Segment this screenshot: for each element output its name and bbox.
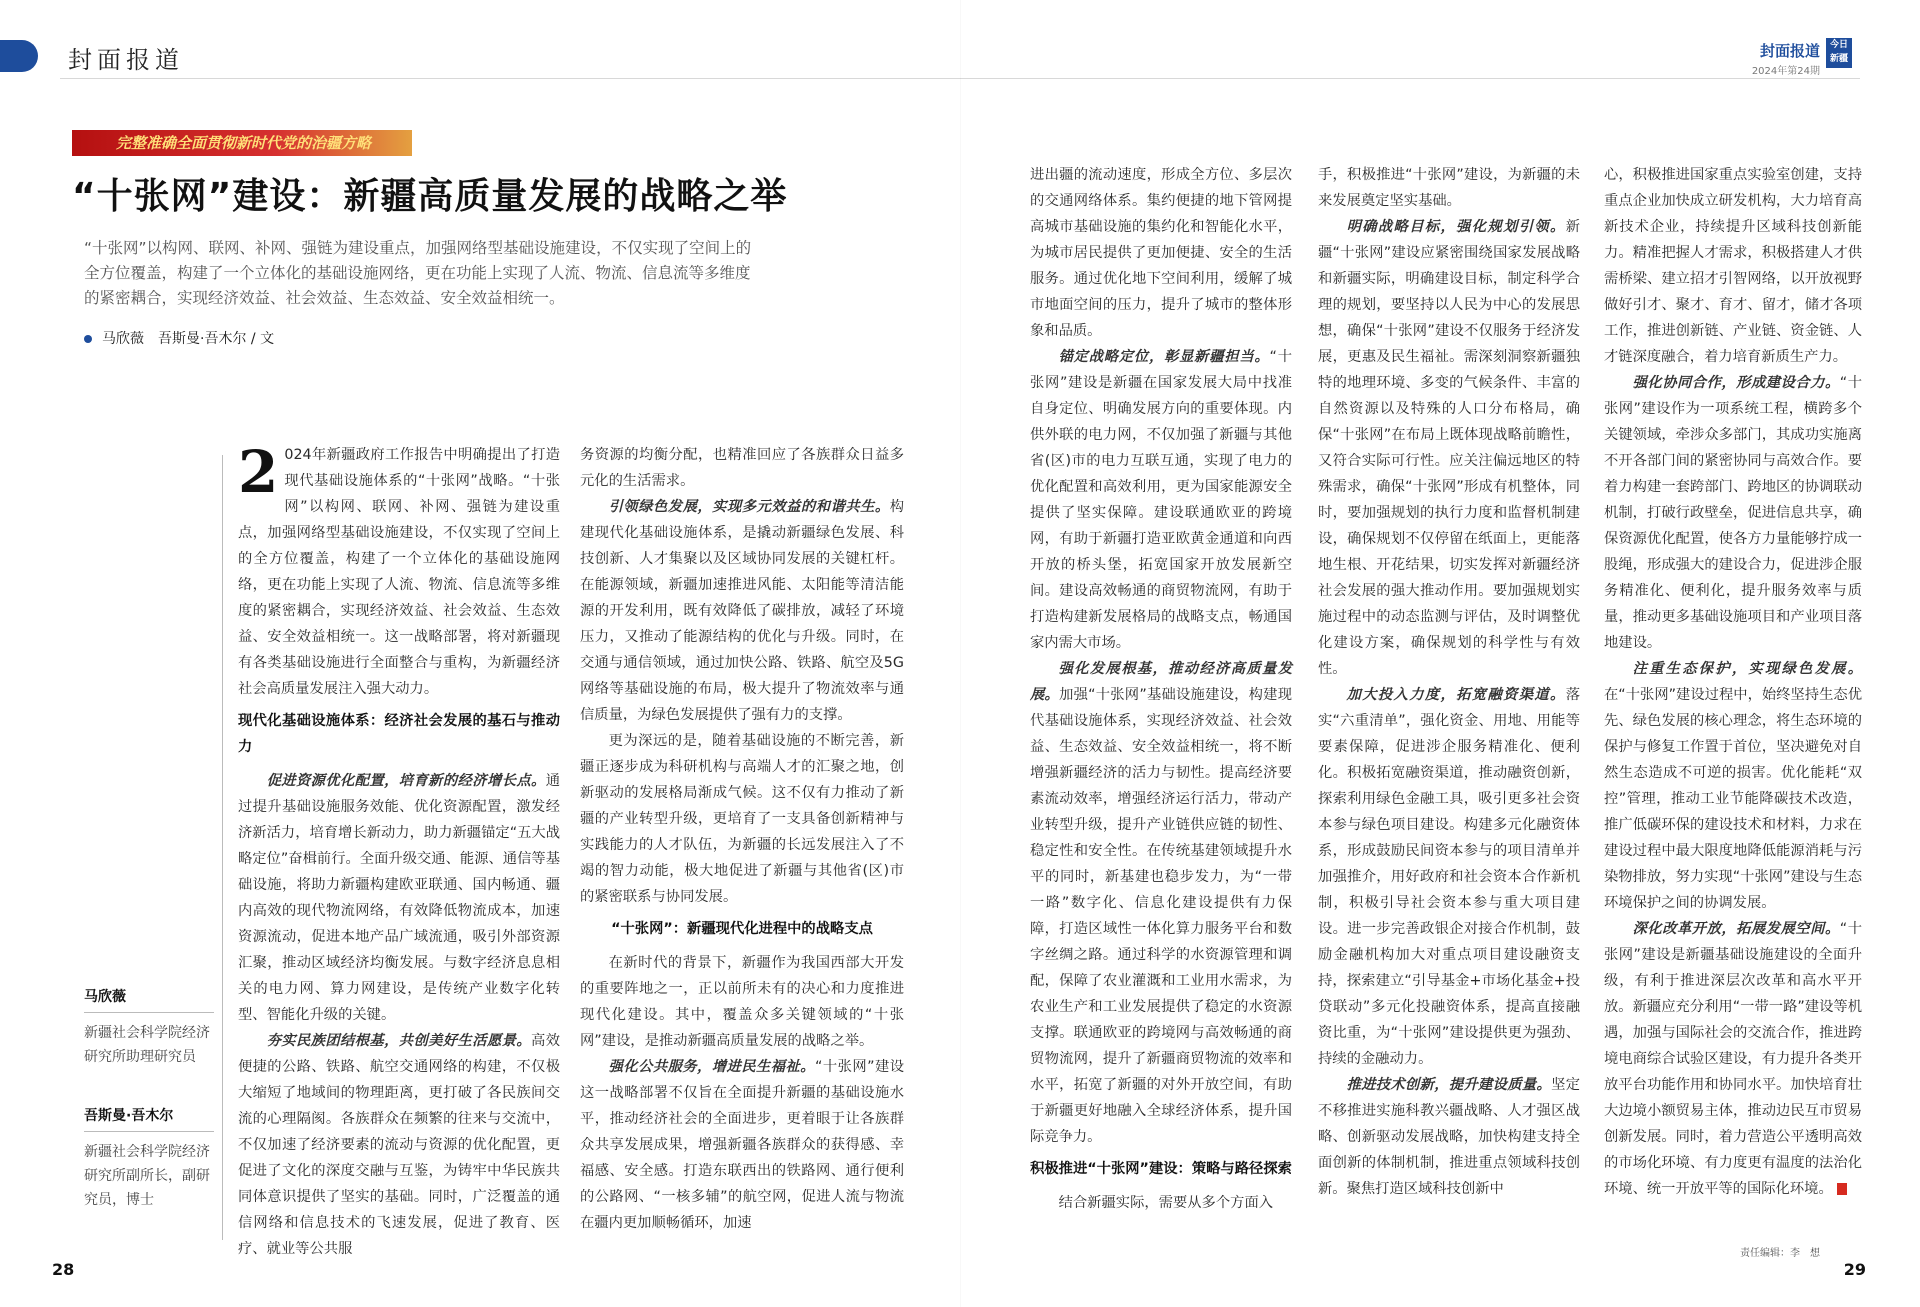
section-tab-marker <box>0 40 38 72</box>
paragraph: 心，积极推进国家重点实验室创建，支持重点企业加快成立研发机构，大力培育高新技术企业，持续提升区域科技创新能力。精准把握人才需求，积极搭建人才供需桥梁、建立招才引智网络，以开放视野做好引才、聚才、育才、留才，储才各项工作，推进创新链、产业链、资金链、人才链深度融合，着力培育新质生产力。 <box>1604 167 1862 365</box>
bio-text: 新疆社会科学院经济研究所助理研究员 <box>84 1025 210 1065</box>
paragraph: 务资源的均衡分配，也精准回应了各族群众日益多元化的生活需求。 <box>580 447 904 489</box>
page-number-right: 29 <box>1843 1260 1866 1279</box>
bio-name: 马欣薇 <box>84 986 214 1013</box>
article-column-3 <box>1030 162 1292 1216</box>
paragraph: 加大投入力度，拓宽融资渠道。落实“六重清单”，强化资金、用地、用能等要素保障，促进涉企服务精准化、便利化。积极拓宽融资渠道，推动融资创新，探索利用绿色金融工具，吸引更多社会资本参与绿色项目建设。构建多元化融资体系，形成鼓励民间资本参与的项目清单并加强推介，用好政府和社会资本合作新机制，积极引导社会资本参与重大项目建设。进一步完善政银企对接合作机制，鼓励金融机构加大对重点项目建设融资支持，探索建立“引导基金+市场化基金+投贷联动”多元化投融资体系，提高直接融资比重，为“十张网”建设提供更为强劲、持续的金融动力。 <box>1318 687 1580 1067</box>
byline <box>84 328 274 348</box>
paragraph: 推进技术创新，提升建设质量。坚定不移推进实施科教兴疆战略、人才强区战略、创新驱动发展战略，加快构建支持全面创新的体制机制，推进重点领域科技创新。聚焦打造区域科技创新中 <box>1318 1077 1581 1197</box>
brand-name: 封面报道 <box>1759 42 1820 60</box>
paragraph: 强化公共服务，增进民生福祉。“十张网”建设这一战略部署不仅旨在全面提升新疆的基础设施水平，推动经济社会的全面进步，更着眼于让各族群众共享发展成果，增强新疆各族群众的获得感、幸福感、安全感。打造东联西出的铁路网、通行便利的公路网、“一核多辅”的航空网，促进人流与物流在疆内更加顺畅循环，加速 <box>580 1059 904 1231</box>
slogan-banner: 完整准确全面贯彻新时代党的治疆方略 <box>72 130 412 156</box>
paragraph: 2 024年新疆政府工作报告中明确提出了打造现代基础设施体系的“十张网”战略。“十张网”以构网、联网、补网、强链为建设重点，加强网络型基础设施建设，不仅实现了空间上的全方位覆盖，构建了一个立体化的基础设施网络，更在功能上实现了人流、物流、信息流等多维度的紧密耦合，实现经济效益、社会效益、生态效益、安全效益相统一。这一战略部署，将对新疆现有各类基础设施进行全面整合与重构，为新疆经济社会高质量发展注入强大动力。 <box>238 438 560 697</box>
page-number-left: 28 <box>52 1260 75 1279</box>
article-column-5 <box>1604 162 1862 1202</box>
paragraph: 手，积极推进“十张网”建设，为新疆的未来发展奠定坚实基础。 <box>1318 167 1580 209</box>
paragraph-lead-phrase: 注重生态保护，实现绿色发展。 <box>1632 661 1862 677</box>
article-headline: “十张网”建设：新疆高质量发展的战略之举 <box>72 176 788 217</box>
paragraph: 更为深远的是，随着基础设施的不断完善，新疆正逐步成为科研机构与高端人才的汇聚之地，创新驱动的发展格局渐成气候。这不仅有力推动了新疆的产业转型升级，更培育了一支具备创新精神与实践能力的人才队伍，为新疆的长远发展注入了不竭的智力动能，极大地促进了新疆与其他省(区)市的紧密联系与协同发展。 <box>580 733 904 905</box>
bullet-dot-icon <box>84 335 92 343</box>
responsible-editor: 责任编辑：李 想 <box>1740 1248 1820 1259</box>
paragraph-lead-phrase: 深化改革开放，拓展发展空间。 <box>1632 921 1840 937</box>
paragraph: 注重生态保护，实现绿色发展。在“十张网”建设过程中，始终坚持生态优先、绿色发展的核心理念，将生态环境的保护与修复工作置于首位，坚决避免对自然生态造成不可逆的损害。优化能耗“双控”管理，推动工业节能降碳技术改造，推广低碳环保的建设技术和材料，力求在建设过程中最大限度地降低能源消耗与污染物排放，努力实现“十张网”建设与生态环境保护之间的协调发展。 <box>1604 661 1862 911</box>
magazine-brand <box>1752 40 1820 77</box>
paragraph: 夯实民族团结根基，共创美好生活愿景。高效便捷的公路、铁路、航空交通网络的构建，不仅极大缩短了地域间的物理距离，更打破了各民族间交流的心理隔阂。各族群众在频繁的往来与交流中，不仅加速了经济要素的流动与资源的优化配置，更促进了文化的深度交融与互鉴，为铸牢中华民族共同体意识提供了坚实的基础。同时，广泛覆盖的通信网络和信息技术的飞速发展，促进了教育、医疗、就业等公共服 <box>238 1033 561 1257</box>
paragraph: 深化改革开放，拓展发展空间。“十张网”建设是新疆基础设施建设的全面升级，有利于推进深层次改革和高水平开放。新疆应充分利用“一带一路”建设等机遇，加强与国际社会的交流合作，推进跨境电商综合试验区建设，有力提升各类开放平台功能作用和协同水平。加快培育壮大边境小额贸易主体，推动边民互市贸易创新发展。同时，着力营造公平透明高效的市场化环境、有力度更有温度的法治化环境、统一开放平等的国际化环境。 <box>1604 921 1862 1197</box>
paragraph-lead-phrase: 推进技术创新，提升建设质量。 <box>1346 1077 1552 1093</box>
bio-divider <box>222 455 223 1240</box>
article-lead: “十张网”以构网、联网、补网、强链为建设重点，加强网络型基础设施建设，不仅实现了空间上的全方位覆盖，构建了一个立体化的基础设施网络，更在功能上实现了人流、物流、信息流等多维度的紧密耦合，实现经济效益、社会效益、生态效益、安全效益相统一。 <box>84 239 752 307</box>
drop-cap: 2 <box>238 438 279 506</box>
paragraph-lead-phrase: 锚定战略定位，彰显新疆担当。 <box>1058 349 1270 365</box>
paragraph: 进出疆的流动速度，形成全方位、多层次的交通网络体系。集约便捷的地下管网提高城市基础设施的集约化和智能化水平，为城市居民提供了更加便捷、安全的生活服务。通过优化地下空间利用，缓解了城市地面空间的压力，提升了城市的整体形象和品质。 <box>1030 167 1292 339</box>
section-heading: “十张网”：新疆现代化进程中的战略支点 <box>611 921 873 937</box>
byline-text: 马欣薇 吾斯曼·吾木尔 / 文 <box>102 331 275 347</box>
paragraph-lead-phrase: 加大投入力度，拓宽融资渠道。 <box>1346 687 1566 703</box>
section-label: 封面报道 <box>68 46 184 74</box>
magazine-logo: 今日新疆 <box>1826 38 1852 68</box>
author-bios <box>84 986 214 1248</box>
article-column-4 <box>1318 162 1580 1202</box>
page-gutter <box>960 0 961 1307</box>
end-mark-icon <box>1837 1183 1847 1195</box>
paragraph: 强化发展根基，推动经济高质量发展。加强“十张网”基础设施建设，构建现代基础设施体系，实现经济效益、社会效益、生态效益、安全效益相统一，将不断增强新疆经济的活力与韧性。提高经济要素流动效率，增强经济运行活力，带动产业转型升级，提升产业链供应链的韧性、稳定性和安全性。在传统基建领域提升水平的同时，新基建也稳步发力，为“一带一路”数字化、信息化建设提供有力保障，打造区域性一体化算力服务平台和数字丝绸之路。通过科学的水资源管理和调配，保障了农业灌溉和工业用水需求，为农业生产和工业发展提供了稳定的水资源支撑。联通欧亚的跨境网与高效畅通的商贸物流网，提升了新疆商贸物流的效率和水平，拓宽了新疆的对外开放空间，有助于新疆更好地融入全球经济体系，提升国际竞争力。 <box>1030 661 1293 1145</box>
paragraph-lead-phrase: 强化公共服务，增进民生福祉。 <box>608 1059 816 1075</box>
paragraph: 促进资源优化配置，培育新的经济增长点。通过提升基础设施服务效能、优化资源配置，激发经济新活力，培育增长新动力，助力新疆锚定“五大战略定位”奋楫前行。全面升级交通、能源、通信等基础设施，将助力新疆构建欧亚联通、国内畅通、疆内高效的现代物流网络，有效降低物流成本，加速资源流动，促进本地产品广域流通，吸引外部资源汇聚，推动区域经济均衡发展。与数字经济息息相关的电力网、算力网建设，是传统产业数字化转型、智能化升级的关键。 <box>238 773 560 1023</box>
article-column-1 <box>238 438 561 1262</box>
paragraph: 强化协同合作，形成建设合力。“十张网”建设作为一项系统工程，横跨多个关键领域，牵涉众多部门，其成功实施离不开各部门间的紧密协同与高效合作。要着力构建一套跨部门、跨地区的协调联动机制，打破行政壁垒，促进信息共享，确保资源优化配置，使各方力量能够拧成一股绳，形成强大的建设合力，促进涉企服务精准化、便利化，提升服务效率与质量，推动更多基础设施项目和产业项目落地建设。 <box>1604 375 1862 651</box>
section-heading: 积极推进“十张网”建设：策略与路径探索 <box>1030 1161 1292 1177</box>
paragraph-lead-phrase: 强化发展根基，推动经济高质量发展。 <box>1030 661 1292 703</box>
paragraph: 引领绿色发展，实现多元效益的和谐共生。构建现代化基础设施体系，是撬动新疆绿色发展、科技创新、人才集聚以及区域协同发展的关键杠杆。在能源领域，新疆加速推进风能、太阳能等清洁能源的开发利用，既有效降低了碳排放，减轻了环境压力，又推动了能源结构的优化与升级。同时，在交通与通信领域，通过加快公路、铁路、航空及5G网络等基础设施的布局，极大提升了物流效率与通信质量，为绿色发展提供了强有力的支撑。 <box>580 499 904 723</box>
paragraph: 在新时代的背景下，新疆作为我国西部大开发的重要阵地之一，正以前所未有的决心和力度推进现代化建设。其中，覆盖众多关键领域的“十张网”建设，是推动新疆高质量发展的战略之举。 <box>580 955 904 1049</box>
article-column-2 <box>580 442 904 1236</box>
paragraph-lead-phrase: 夯实民族团结根基，共创美好生活愿景。 <box>266 1033 532 1049</box>
bio-text: 新疆社会科学院经济研究所副所长，副研究员，博士 <box>84 1144 210 1208</box>
section-heading: 现代化基础设施体系：经济社会发展的基石与推动力 <box>238 713 560 755</box>
bio-name: 吾斯曼·吾木尔 <box>84 1105 214 1132</box>
paragraph-lead-phrase: 强化协同合作，形成建设合力。 <box>1632 375 1840 391</box>
paragraph-lead-phrase: 引领绿色发展，实现多元效益的和谐共生。 <box>608 499 890 515</box>
issue-number: 2024年第24期 <box>1751 66 1820 77</box>
paragraph-lead-phrase: 明确战略目标，强化规划引领。 <box>1346 219 1566 235</box>
paragraph: 锚定战略定位，彰显新疆担当。“十张网”建设是新疆在国家发展大局中找准自身定位、明确发展方向的重要体现。内供外联的电力网，不仅加强了新疆与其他省(区)市的电力互联互通，实现了电力的优化配置和高效利用，更为国家能源安全提供了坚实保障。建设联通欧亚的跨境网，有助于新疆打造亚欧黄金通道和向西开放的桥头堡，拓宽国家开放发展新空间。建设高效畅通的商贸物流网，有助于打造构建新发展格局的战略支点，畅通国家内需大市场。 <box>1030 349 1292 651</box>
paragraph: 明确战略目标，强化规划引领。新疆“十张网”建设应紧密围绕国家发展战略和新疆实际，明确建设目标，制定科学合理的规划，要坚持以人民为中心的发展思想，确保“十张网”建设不仅服务于经济发展，更惠及民生福祉。需深刻洞察新疆独特的地理环境、多变的气候条件、丰富的自然资源以及特殊的人口分布格局，确保“十张网”在布局上既体现战略前瞻性，又符合实际可行性。应关注偏远地区的特殊需求，确保“十张网”形成有机整体，同时，要加强规划的执行力度和监督机制建设，确保规划不仅停留在纸面上，更能落地生根、开花结果，切实发挥对新疆经济社会发展的强大推动作用。要加强规划实施过程中的动态监测与评估，及时调整优化建设方案，确保规划的科学性与有效性。 <box>1318 219 1580 677</box>
paragraph: 结合新疆实际，需要从多个方面入 <box>1058 1195 1274 1211</box>
paragraph-lead-phrase: 促进资源优化配置，培育新的经济增长点。 <box>266 773 546 789</box>
